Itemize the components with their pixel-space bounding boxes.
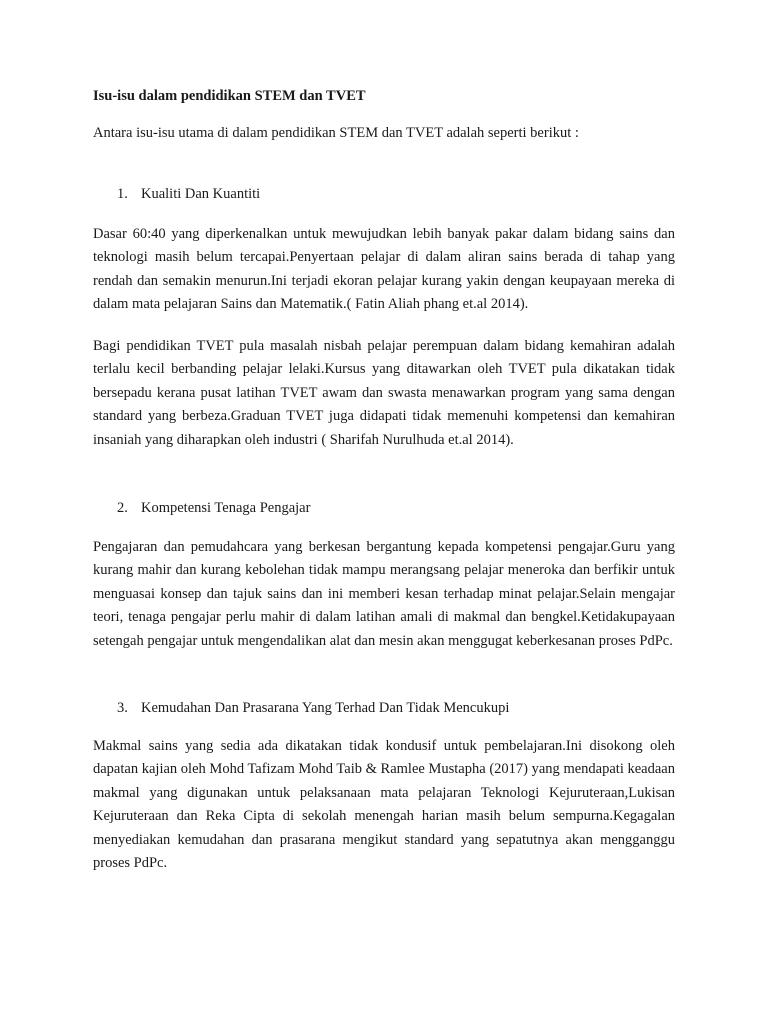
- section-1-number: 1.: [117, 186, 128, 202]
- section-3-number: 3.: [117, 700, 128, 716]
- section-1-heading: [117, 186, 260, 203]
- section-2-paragraph-1: Pengajaran dan pemudahcara yang berkesan bergantung kepada kompetensi pengajar.Guru yang kurang mahir dan kurang kebolehan tidak mampu merangsang pelajar meneroka dan berfikir untuk menguasai konsep dan tajuk sains dan ini memberi kesan terhadap minat pelajar.Selain mengajar teori, tenaga pengajar perlu mahir di dalam latihan amali di makmal dan bengkel.Ketidakupayaan setengah pengajar untuk mengendalikan alat dan mesin akan menggugat keberkesanan proses PdPc.: [93, 539, 675, 649]
- section-3-heading: [117, 700, 509, 717]
- section-2-heading: [117, 500, 310, 517]
- section-2-title: Kompetensi Tenaga Pengajar: [141, 500, 311, 516]
- section-3-title: Kemudahan Dan Prasarana Yang Terhad Dan Tidak Mencukupi: [141, 700, 510, 716]
- section-1-paragraph-1: Dasar 60:40 yang diperkenalkan untuk mewujudkan lebih banyak pakar dalam bidang sains dan teknologi masih belum tercapai.Penyertaan pelajar di dalam aliran sains berada di tahap yang rendah dan semakin menurun.Ini terjadi ekoran pelajar kurang yakin dengan keupayaan mereka di dalam mata pelajaran Sains dan Matematik.( Fatin Aliah phang et.al 2014).: [93, 226, 675, 313]
- intro-paragraph: Antara isu-isu utama di dalam pendidikan STEM dan TVET adalah seperti berikut :: [93, 125, 579, 141]
- section-2-number: 2.: [117, 500, 128, 516]
- section-3-paragraph-1: Makmal sains yang sedia ada dikatakan tidak kondusif untuk pembelajaran.Ini disokong oleh dapatan kajian oleh Mohd Tafizam Mohd Taib & Ramlee Mustapha (2017) yang mendapati keadaan makmal yang digunakan untuk pelaksanaan mata pelajaran Teknologi Kejuruteraan,Lukisan Kejuruteraan dan Reka Cipta di sekolah menengah harian masih belum sempurna.Kegagalan menyediakan kemudahan dan prasarana mengikut standard yang sepatutnya akan mengganggu proses PdPc.: [93, 738, 675, 872]
- document-title: Isu-isu dalam pendidikan STEM dan TVET: [93, 88, 366, 104]
- section-1-paragraph-2: Bagi pendidikan TVET pula masalah nisbah pelajar perempuan dalam bidang kemahiran adalah terlalu kecil berbanding pelajar lelaki.Kursus yang ditawarkan oleh TVET pula dikatakan tidak bersepadu kerana pusat latihan TVET awam dan swasta menawarkan program yang sama dengan standard yang berbeza.Graduan TVET juga didapati tidak memenuhi kompetensi dan kemahiran insaniah yang diharapkan oleh industri ( Sharifah Nurulhuda et.al 2014).: [93, 338, 675, 448]
- section-1-title: Kualiti Dan Kuantiti: [141, 186, 261, 202]
